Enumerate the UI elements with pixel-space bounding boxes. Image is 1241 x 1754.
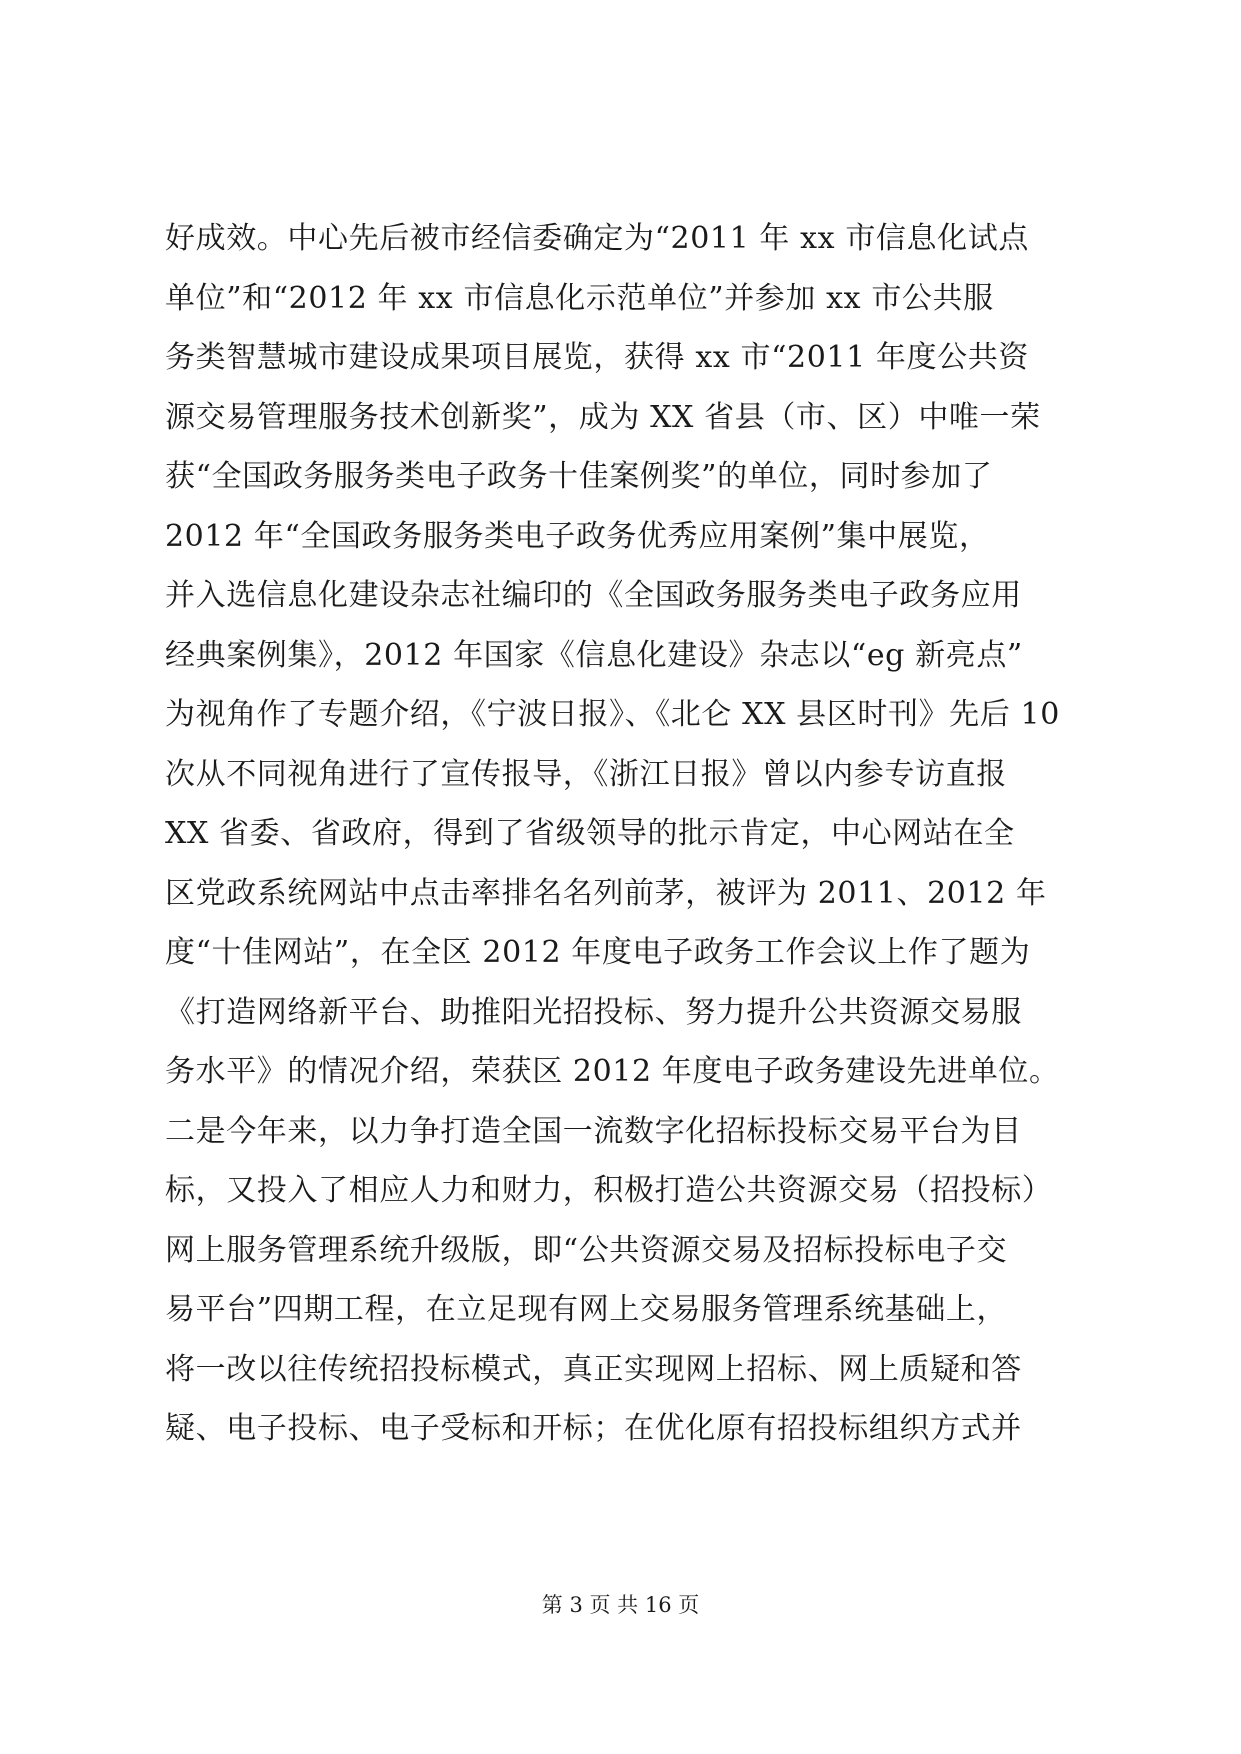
text-line: 区党政系统网站中点击率排名名列前茅，被评为 2011、2012 年 [165, 875, 1047, 911]
text-line: 务类智慧城市建设成果项目展览，获得 xx 市“2011 年度公共资 [165, 340, 1029, 375]
text-line: 获“全国政务服务类电子政务十佳案例奖”的单位，同时参加了 [165, 459, 993, 494]
text-line: 经典案例集》，2012 年国家《信息化建设》杂志以“eg 新亮点” [165, 637, 1023, 673]
text-line: 标，又投入了相应人力和财力，积极打造公共资源交易（招投标） [165, 1173, 1053, 1208]
text-line: 次从不同视角进行了宣传报导，《浙江日报》曾以内参专访直报 [165, 756, 1007, 792]
text-line: 源交易管理服务技术创新奖”，成为 XX 省县（市、区）中唯一荣 [165, 399, 1041, 435]
text-line: 为视角作了专题介绍，《宁波日报》、《北仑 XX 县区时刊》先后 10 [165, 697, 1060, 732]
text-line: 《打造网络新平台、助推阳光招投标、努力提升公共资源交易服 [165, 994, 1022, 1030]
text-line: 将一改以往传统招投标模式，真正实现网上招标、网上质疑和答 [165, 1351, 1022, 1387]
text-line: 并入选信息化建设杂志社编印的《全国政务服务类电子政务应用 [165, 578, 1022, 613]
body-text [165, 209, 1095, 1459]
text-line: 二是今年来，以力争打造全国一流数字化招标投标交易平台为目 [165, 1113, 1022, 1149]
text-line: 好成效。中心先后被市经信委确定为“2011 年 xx 市信息化试点 [165, 221, 1029, 256]
text-line: 易平台”四期工程，在立足现有网上交易服务管理系统基础上， [165, 1292, 1008, 1327]
text-line: 度“十佳网站”，在全区 2012 年度电子政务工作会议上作了题为 [165, 935, 1031, 970]
text-line: XX 省委、省政府，得到了省级领导的批示肯定，中心网站在全 [165, 816, 1015, 851]
text-line: 2012 年“全国政务服务类电子政务优秀应用案例”集中展览， [165, 518, 990, 554]
page-number-footer: 第 3 页 共 16 页 [541, 1593, 700, 1617]
text-line: 疑、电子投标、电子受标和开标；在优化原有招投标组织方式并 [165, 1411, 1022, 1446]
text-line: 网上服务管理系统升级版，即“公共资源交易及招标投标电子交 [165, 1232, 1008, 1268]
text-line: 务水平》的情况介绍，荣获区 2012 年度电子政务建设先进单位。 [165, 1054, 1060, 1089]
text-line: 单位”和“2012 年 xx 市信息化示范单位”并参加 xx 市公共服 [165, 280, 994, 316]
